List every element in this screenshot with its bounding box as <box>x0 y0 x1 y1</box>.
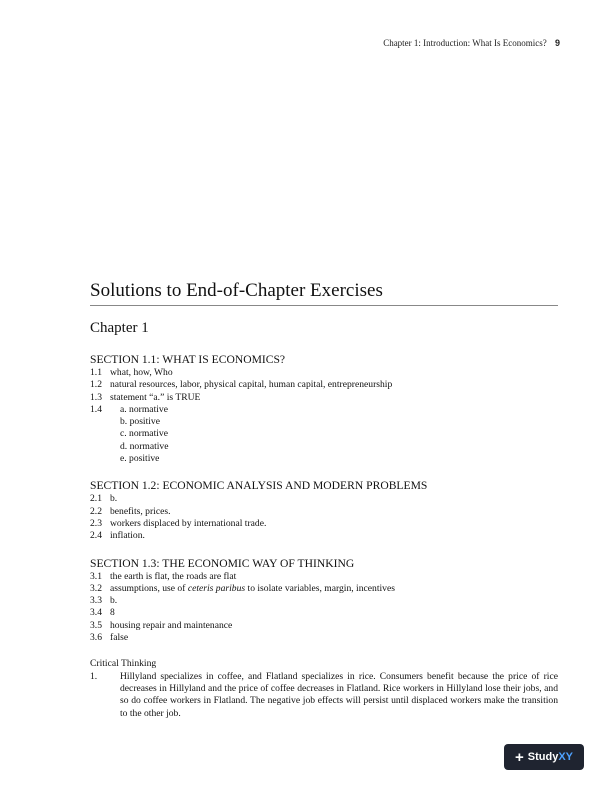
running-title: Chapter 1: Introduction: What Is Economics? <box>383 38 547 48</box>
section-1-3 <box>90 557 558 645</box>
section-1-1 <box>90 353 558 465</box>
brand-accent: XY <box>558 751 573 763</box>
sub-item: e. positive <box>120 453 160 465</box>
brand-name: Study <box>527 751 559 763</box>
section-title: SECTION 1.2: ECONOMIC ANALYSIS AND MODERN PROBLEMS <box>90 479 428 493</box>
main-content <box>90 280 558 720</box>
page-title: Solutions to End-of-Chapter Exercises <box>90 280 558 306</box>
critical-thinking-title: Critical Thinking <box>90 658 157 670</box>
critical-thinking-item: 1. Hillyland specializes in coffee, and Flatland specializes in rice. Consumers benefit because the price of rice decreases in Hillyland and the price of coffee decreases in Flatland. Rice workers in Hillyland lose their jobs, and so do coffee workers in Flatland. The negative job effects will persist until displaced workers make the transition to the other job. <box>90 670 558 719</box>
plus-icon: + <box>514 748 524 766</box>
studyxy-badge[interactable] <box>504 744 584 770</box>
sub-item: d. normative <box>120 440 169 452</box>
list-item: 3.5 housing repair and maintenance <box>90 619 233 631</box>
running-header <box>383 38 560 48</box>
italic-term: ceteris paribus <box>187 582 246 594</box>
list-item: 2.1 b. <box>90 493 118 505</box>
critical-thinking <box>90 658 558 719</box>
section-title: SECTION 1.3: THE ECONOMIC WAY OF THINKING <box>90 556 355 570</box>
sub-item: c. normative <box>120 428 168 440</box>
section-1-2 <box>90 479 558 542</box>
list-item: 2.2 benefits, prices. <box>90 505 171 517</box>
chapter-heading: Chapter 1 <box>90 320 149 336</box>
list-item: 3.3 b. <box>90 595 118 607</box>
list-item: 3.4 8 <box>90 607 115 619</box>
list-item: 1.1 what, how, Who <box>90 367 173 378</box>
list-item: 3.2 assumptions, use of ceteris paribus to isolate variables, margin, incentives <box>90 582 395 594</box>
list-item: 3.6 false <box>90 632 129 644</box>
list-item: 2.3 workers displaced by international trade. <box>90 517 267 529</box>
section-title: SECTION 1.1: WHAT IS ECONOMICS? <box>90 353 286 366</box>
page-number: 9 <box>554 38 560 48</box>
list-item: 3.1 the earth is flat, the roads are flat <box>90 570 237 582</box>
sub-item: b. positive <box>120 416 160 428</box>
list-item: 2.4 inflation. <box>90 530 145 542</box>
list-item: 1.3 statement “a.” is TRUE <box>90 391 201 403</box>
list-item: 1.4 a. normative <box>90 403 168 415</box>
list-item: 1.2 natural resources, labor, physical capital, human capital, entrepreneurship <box>90 379 393 391</box>
